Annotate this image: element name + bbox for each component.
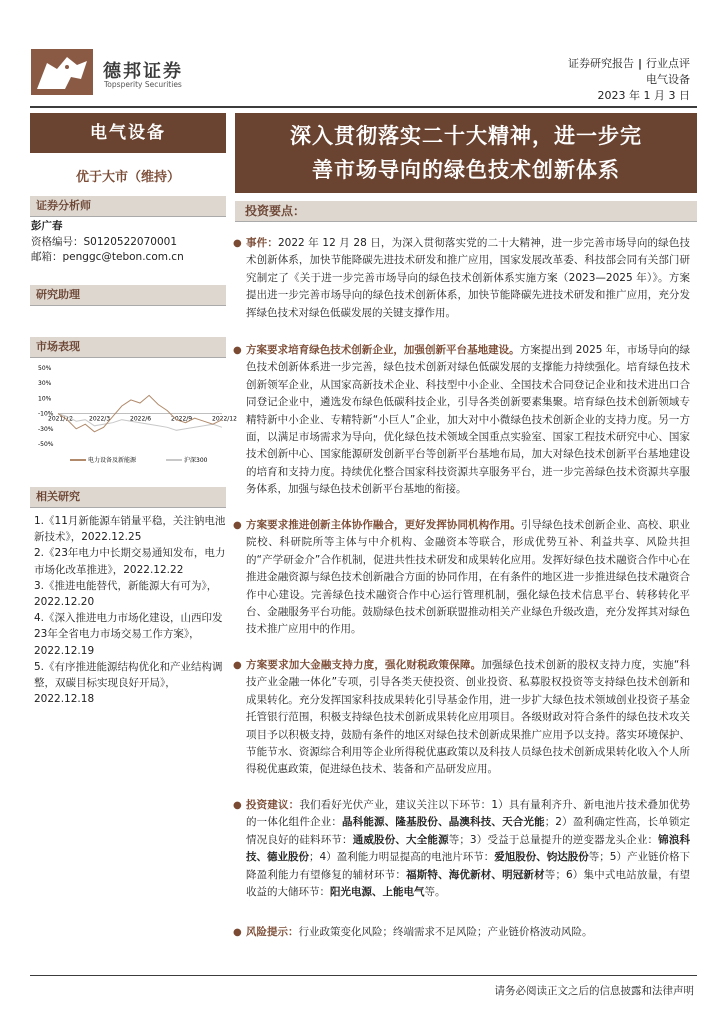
para-risk-body: 行业政策变化风险；终端需求不足风险；产业链价格波动风险。 — [298, 926, 593, 938]
title-line-2: 善市场导向的绿色技术创新体系 — [312, 158, 620, 182]
y-tick-label: -10% — [38, 410, 54, 418]
related-item[interactable]: 1.《11月新能源车销量平稳，关注钠电池新技术》，2022.12.25 — [34, 515, 226, 544]
license-label: 资格编号： — [31, 235, 84, 248]
header-meta — [568, 56, 690, 104]
invest-points-rule — [235, 221, 697, 222]
related-section-rule — [30, 507, 226, 508]
stock-names: 晶科能源、隆基股份、晶澳科技、天合光能 — [342, 816, 545, 829]
market-section-head: 市场表现 — [30, 337, 226, 357]
para-collaboration-head: 方案要求推进创新主体协作融合，更好发挥协同机构作用。 — [246, 519, 521, 531]
para-enterprise-head: 方案要求培育绿色技术创新企业，加强创新平台基地建设。 — [246, 344, 520, 356]
para-event-head: 事件： — [246, 237, 278, 249]
y-tick-label: -50% — [38, 441, 54, 448]
footer-rule — [30, 975, 697, 976]
y-tick-label: -30% — [38, 425, 54, 433]
related-item[interactable]: 2.《23年电力中长期交易通知发布，电力市场化改革推进》，2022.12.22 — [34, 547, 226, 576]
y-tick-label: 10% — [38, 395, 52, 403]
para-risk-head: 风险提示： — [246, 926, 299, 938]
para-event — [233, 235, 691, 322]
header-rule — [30, 106, 697, 108]
x-tick-label: 2022/3 — [89, 415, 111, 423]
assistant-section-rule — [30, 305, 226, 306]
stock-names: 锦浪科技、德业股份 — [246, 833, 691, 864]
para-risk — [233, 924, 690, 941]
stock-names: 福斯特、海优新材、明冠新材 — [406, 868, 545, 881]
related-item[interactable]: 4.《深入推进电力市场化建设，山西印发23年全省电力市场交易工作方案》，2022.12.19 — [34, 612, 223, 657]
report-category: 行业点评 — [646, 57, 690, 70]
para-finance-body: 加强绿色技术创新的股权支持力度，实施“科技产业金融一体化”专项，引导各类天使投资、创业投资、私募股权投资等支持绿色技术创新和成果转化。充分发挥国家科技成果转化引导基金作用，进一步扩大绿色技术领域创业投资子基金托管银行范围，积极支持绿色技术创新成果转化应用项目。各级财政对符合条件的绿色技术攻关项目予以积极支持，鼓励有条件的地区对绿色技术创新成果推广应用予以支持。落实环境保护、节能节水、资源综合利用等企业所得税优惠政策以及科技人员绿色技术创新成果转化收入个人所得税优惠政策，促进绿色技术、装备和产品研发应用。 — [246, 659, 690, 776]
text-run: ；4）盈利能力明显提高的电池片环节： — [309, 851, 495, 864]
stock-names: 通威股份、大全能源 — [352, 833, 449, 846]
bullet-icon: ● — [233, 660, 242, 671]
stock-names: 阳光电源、上能电气 — [330, 886, 425, 899]
invest-points-head: 投资要点： — [235, 201, 697, 221]
x-tick-label: 2022/9 — [171, 415, 193, 423]
analyst-info — [31, 219, 184, 266]
analyst-section-head: 证券分析师 — [30, 196, 226, 216]
brand-name-cn: 德邦证券 — [103, 61, 183, 82]
x-tick-label: 2022/12 — [212, 415, 237, 423]
stock-names: 爱旭股份、钧达股份 — [494, 851, 589, 864]
related-item[interactable]: 3.《推进电能替代，新能源大有可为》，2022.12.20 — [34, 579, 218, 609]
rating-label: 优于大市（维持） — [75, 170, 180, 185]
report-title — [235, 113, 697, 193]
para-event-body: 2022 年 12 月 28 日，为深入贯彻落实党的二十大精神，进一步完善市场导向的绿色技术创新体系，加快节能降碳先进技术研发和推广应用，国家发展改革委、科技部会同有关部门研究制定了《关于进一步完善市场导向的绿色技术创新体系实施方案（2023—2025 年）》。方案提出进一步完善市场导向的绿色技术创新体系，加快节能降碳先进技术研发和推广应用，充分发挥绿色技术对绿色低碳发展的关键支撑作用。 — [246, 237, 691, 319]
analyst-section-rule — [30, 216, 226, 217]
market-chart — [30, 362, 237, 470]
para-finance-head: 方案要求加大金融支持力度，强化财税政策保障。 — [246, 659, 482, 671]
para-investment-head: 投资建议： — [246, 799, 300, 811]
header-separator: | — [637, 57, 642, 70]
header-sector: 电气设备 — [646, 73, 690, 86]
tiger-head-logo-icon — [31, 49, 93, 95]
related-research-list — [34, 513, 230, 707]
x-tick-label: 2022/6 — [130, 415, 152, 423]
bullet-icon: ● — [233, 800, 242, 811]
text-run: 等；5）产业链价格下降盈利能力有望修复的辅材环节： — [246, 851, 691, 881]
bullet-icon: ● — [233, 520, 242, 531]
brand-name-en: Topsperity Securities — [104, 80, 182, 89]
text-run: 等；3）受益于总量提升的逆变器龙头企业： — [448, 833, 659, 846]
para-collaboration — [233, 517, 691, 639]
text-run: ；2）盈利确定性高，长单锁定情况良好的硅料环节： — [246, 816, 691, 846]
para-collaboration-body: 引导绿色技术创新企业、高校、职业院校、科研院所等主体与中介机构、金融资本等联合，形成优势互补、利益共享、风险共担的“产学研金介”合作机制，促进共性技术研发和成果转化应用。发挥好绿色技术融资合作中心在推进金融资源与绿色技术创新融合方面的协同作用，在有条件的地区进一步推进绿色技术融资合作中心建设。完善绿色技术融资合作中心运行管理机制，强化绿色技术信息平台、转移转化平台、金融服务平台功能。鼓励绿色技术创新联盟推动相关产业绿色升级改造，充分发挥其对绿色技术推广应用中的作用。 — [246, 519, 691, 636]
para-enterprise — [233, 342, 690, 499]
bullet-icon: ● — [233, 345, 242, 356]
para-investment — [233, 797, 691, 901]
analyst-name: 彭广春 — [31, 220, 63, 232]
assistant-section-head: 研究助理 — [30, 285, 226, 305]
text-run: 等。 — [424, 886, 446, 899]
license-value: S0120522070001 — [83, 235, 178, 248]
text-run: 我们看好光伏产业，建议关注以下环节：1）具有量利齐升、新电池片技术叠加优势的一体化组件企业： — [246, 799, 691, 829]
legend-label-hs300: 沪深300 — [184, 457, 208, 464]
market-section-rule — [30, 357, 226, 358]
related-section-head: 相关研究 — [30, 487, 226, 507]
text-run: 等；6）集中式电站放量，有望收益的大储环节： — [246, 868, 691, 899]
report-type: 证券研究报告 — [567, 57, 634, 70]
report-date: 2023 年 1 月 3 日 — [597, 89, 690, 102]
related-item[interactable]: 5.《有序推进能源结构优化和产业结构调整，双碳目标实现良好开局》，2022.12.18 — [34, 660, 223, 706]
title-line-1: 深入贯彻落实二十大精神，进一步完 — [290, 124, 642, 148]
legend-label-sector: 电力设备及新能源 — [88, 457, 137, 464]
y-tick-label: 50% — [38, 365, 52, 372]
bullet-icon: ● — [233, 238, 242, 249]
sector-banner: 电气设备 — [30, 113, 226, 153]
para-enterprise-body: 方案提出到 2025 年，市场导向的绿色技术创新体系进一步完善，绿色技术创新对绿色低碳发展的支撑能力持续强化。培育绿色技术创新领军企业，从国家高新技术企业、科技型中小企业、全国技术合同登记企业和技术进出口合同登记企业中，遴选发布绿色低碳科技企业，引导各类创新要素集聚。培育绿色技术创新领域专精特新中小企业、专精特新“小巨人”企业，加大对中小微绿色技术创新企业的支持力度。另一方面，以满足市场需求为导向，优化绿色技术领域全国重点实验室、国家工程技术研究中心、国家技术创新中心、国家能源研发创新平台等创新平台基地布局，加大对绿色技术创新平台基地建设的培育和支持力度。持续优化整合国家科技资源共享服务平台，进一步完善绿色技术资源共享服务体系，加强与绿色技术创新平台基地的衔接。 — [246, 344, 690, 496]
email-link[interactable]: penggc@tebon.com.cn — [62, 251, 184, 263]
y-tick-label: 30% — [38, 380, 52, 388]
bullet-icon: ● — [233, 927, 242, 938]
email-label: 邮箱： — [31, 251, 63, 263]
para-finance — [233, 657, 690, 779]
x-tick-label: 2021/12 — [48, 415, 73, 423]
footer-disclaimer[interactable]: 请务必阅读正文之后的信息披露和法律声明 — [494, 985, 694, 997]
